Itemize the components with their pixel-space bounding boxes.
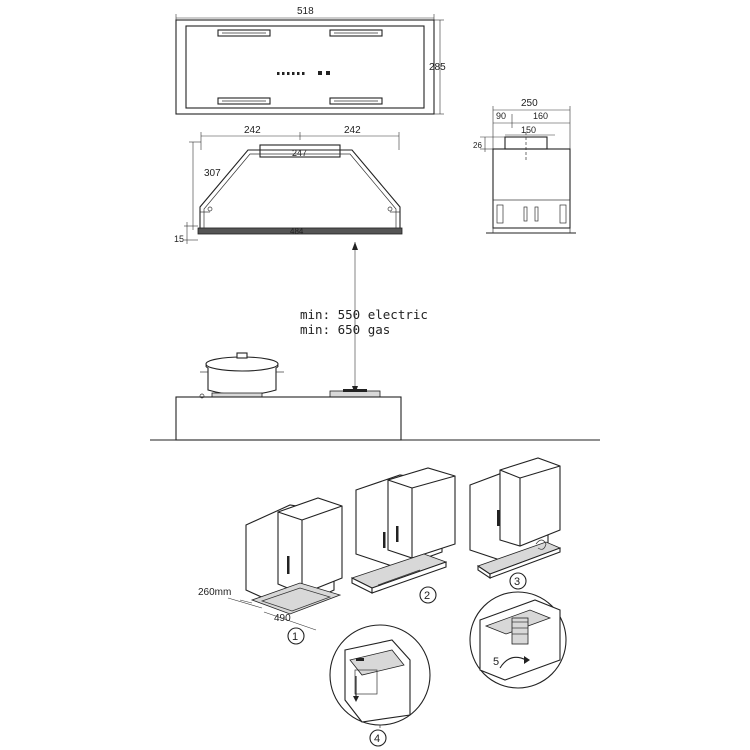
step-4-number: 4	[374, 733, 381, 745]
front-view	[174, 125, 402, 244]
step-3-number: 3	[514, 576, 521, 588]
install-step-3	[470, 458, 560, 589]
control-buttons	[277, 71, 330, 75]
install-depth-label: 260mm	[198, 587, 232, 598]
front-bottom-label: 484	[290, 227, 304, 236]
front-left-label: 242	[244, 125, 261, 136]
install-step-4	[330, 625, 430, 746]
front-inner-label: 247	[292, 148, 308, 158]
side-right-seg-label: 160	[533, 111, 549, 121]
install-step-1	[198, 498, 342, 644]
pot-icon	[200, 353, 284, 395]
step-2-number: 2	[424, 590, 431, 602]
top-view	[176, 6, 446, 114]
install-step-2	[352, 468, 455, 603]
step-1-number: 1	[292, 631, 299, 643]
side-duct-label: 150	[521, 125, 537, 135]
side-left-seg-label: 90	[496, 111, 507, 121]
step-5-number: 5	[493, 656, 500, 668]
side-view	[473, 98, 576, 233]
front-height-label: 307	[204, 168, 221, 179]
side-top-label: 26	[473, 141, 482, 150]
front-lip-label: 15	[174, 234, 185, 244]
installation-steps	[198, 458, 566, 746]
top-depth-label: 285	[429, 62, 446, 73]
install-width-label: 490	[274, 613, 291, 624]
front-right-label: 242	[344, 125, 361, 136]
install-step-5	[470, 592, 566, 688]
clearance-gas-text: min: 650 gas	[300, 322, 391, 337]
side-total-label: 250	[521, 98, 538, 109]
top-width-label: 518	[297, 6, 314, 17]
clearance-electric-text: min: 550 electric	[300, 307, 428, 322]
clearance-section	[150, 242, 600, 440]
